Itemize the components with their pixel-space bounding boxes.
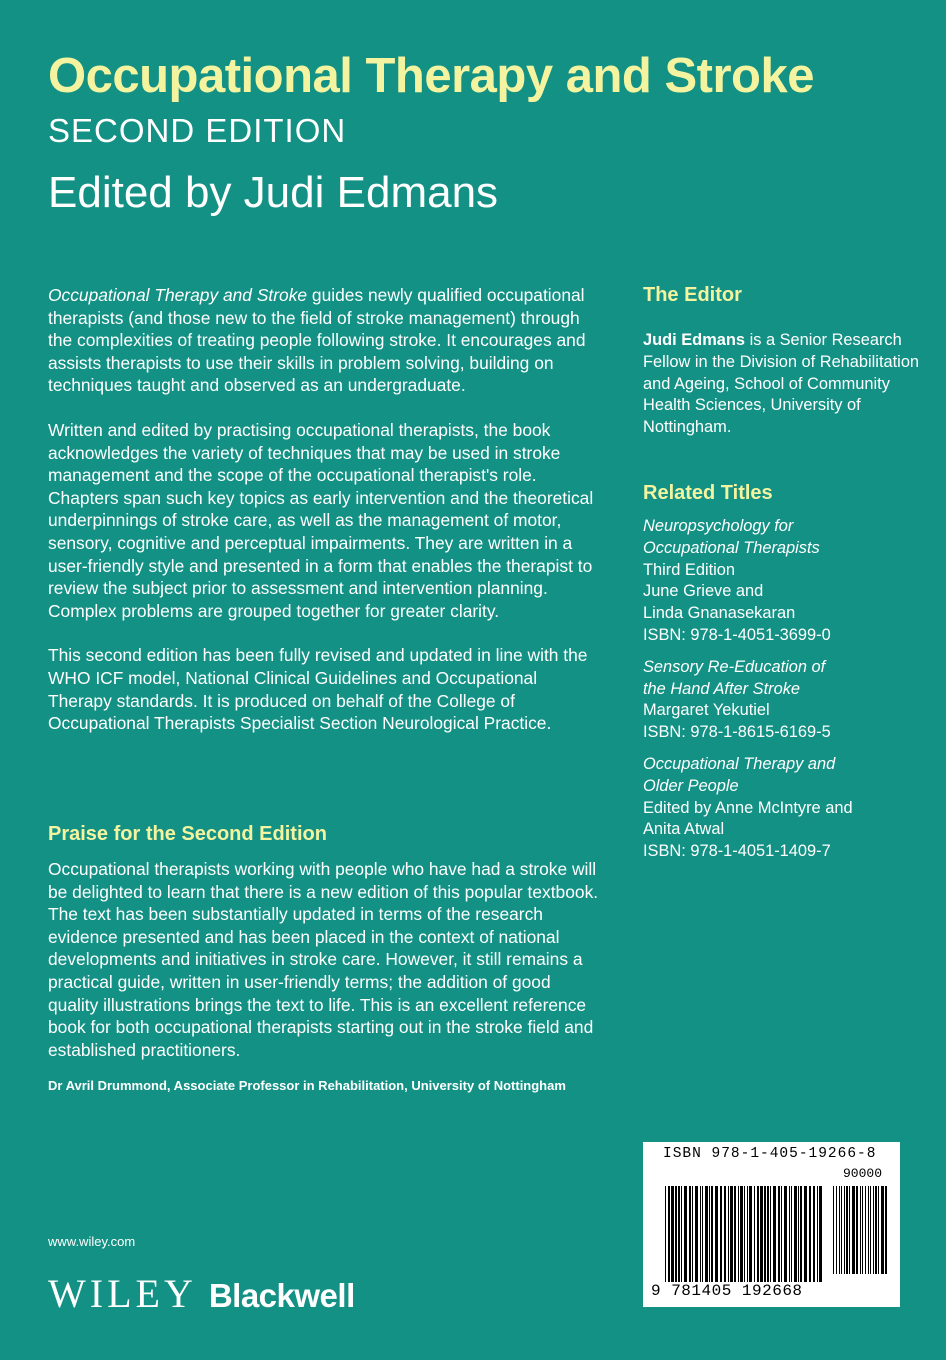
barcode-bar (798, 1186, 799, 1282)
barcode-bar (767, 1186, 769, 1282)
barcode-bar (675, 1186, 677, 1282)
related-book-title: Occupational Therapy and (643, 754, 836, 773)
barcode-bar (740, 1186, 743, 1282)
barcode-bar (720, 1186, 722, 1282)
barcode-bar (681, 1186, 682, 1282)
barcode-bar (804, 1186, 807, 1282)
description-paragraph-2: Written and edited by practising occupational therapists, the book acknowledges the variety of techniques that may be used in stroke management and the scope of the occupational therapist's role. Chapters span such key topics as early intervention and the theoretical underpinnings of stroke care, as well as the management of motor, sensory, cognitive and perceptual impairments. They are written in a user-friendly style and presented in a form that enables the therapist to review the subject prior to assessment and intervention planning. Complex problems are grouped together for greater clarity. (48, 419, 594, 621)
barcode-bar (862, 1186, 863, 1274)
barcode-bar (738, 1186, 739, 1282)
barcode-bar (878, 1186, 879, 1274)
barcode-bar (865, 1186, 866, 1274)
barcode-bar (846, 1186, 848, 1274)
barcode-bar (749, 1186, 752, 1282)
barcode-bar (778, 1186, 780, 1282)
barcode-bar (809, 1186, 811, 1282)
barcode-bar (692, 1186, 693, 1282)
barcode-bar (852, 1186, 855, 1274)
price-barcode-graphic (833, 1186, 891, 1274)
barcode-bar (885, 1186, 887, 1274)
related-book-title: Neuropsychology for (643, 516, 794, 535)
barcode-bar (770, 1186, 771, 1282)
barcode-bar (678, 1186, 680, 1282)
barcode-bar (705, 1186, 708, 1282)
barcode-bar (709, 1186, 710, 1282)
barcode-bar (728, 1186, 729, 1282)
description-paragraph-1 (48, 284, 596, 397)
description-paragraph-3: This second edition has been fully revised and updated in line with the WHO ICF model, National Clinical Guidelines and Occupational Therapy standards. It is produced on behalf of the College of Occupational Therapists Specialist Section Neurological Practice. (48, 645, 588, 734)
blackwell-wordmark: Blackwell (208, 1277, 355, 1314)
barcode-bar (764, 1186, 766, 1282)
related-book-title: Older People (643, 776, 739, 795)
barcode-bar (757, 1186, 759, 1282)
barcode-bar (734, 1186, 736, 1282)
barcode-bar (781, 1186, 782, 1282)
related-book-title: the Hand After Stroke (643, 679, 801, 698)
barcode-bar (744, 1186, 745, 1282)
related-book-title: Sensory Re-Education of (643, 657, 826, 676)
book-title: Occupational Therapy and Stroke (48, 49, 814, 103)
barcode-digits: 9 781405 192668 (651, 1282, 803, 1300)
editor-heading: The Editor (643, 284, 742, 306)
barcode-bar (844, 1186, 845, 1274)
barcode-bar (671, 1186, 674, 1282)
related-book-edition: Third Edition (643, 560, 736, 579)
barcode-bar (665, 1186, 666, 1282)
barcode-bar (784, 1186, 787, 1282)
barcode-bar (754, 1186, 755, 1282)
barcode-bar (724, 1186, 726, 1282)
related-book-isbn: ISBN: 978-1-4051-3699-0 (643, 625, 831, 644)
barcode-bar (875, 1186, 877, 1274)
related-book-author: Margaret Yekutiel (643, 701, 770, 720)
wiley-wordmark: WILEY (48, 1271, 197, 1316)
barcode-bar (711, 1186, 713, 1282)
barcode-bar (747, 1186, 748, 1282)
praise-heading: Praise for the Second Edition (48, 823, 327, 845)
description-column (48, 284, 596, 757)
praise-attribution: Dr Avril Drummond, Associate Professor in Rehabilitation, University of Nottingham (48, 1078, 566, 1093)
barcode-bar (794, 1186, 797, 1282)
barcode-graphic (665, 1186, 825, 1282)
editor-bio (643, 330, 933, 439)
barcode-bar (684, 1186, 687, 1282)
editor-name: Judi Edmans (643, 331, 746, 349)
edited-by: Edited by Judi Edmans (48, 168, 499, 217)
barcode-bar (881, 1186, 884, 1274)
barcode-bar (833, 1186, 834, 1274)
editor-bio-text: is a Senior Research Fellow in the Division of Rehabilitation and Ageing, School of Community Health Sciences, University of Nottingham. (643, 331, 920, 437)
related-heading: Related Titles (643, 481, 773, 504)
barcode-bar (860, 1186, 861, 1274)
book-title-inline: Occupational Therapy and Stroke (48, 285, 308, 305)
related-book-author: June Grieve and (643, 582, 764, 601)
barcode-bar (839, 1186, 840, 1274)
barcode-bar (817, 1186, 818, 1282)
barcode-bar (819, 1186, 822, 1282)
wiley-blackwell-logo (48, 1270, 355, 1314)
barcode-bar (668, 1186, 670, 1282)
barcode-bar (689, 1186, 691, 1282)
related-book (643, 754, 933, 863)
barcode-bar (870, 1186, 871, 1274)
related-book-isbn: ISBN: 978-1-4051-1409-7 (643, 842, 831, 861)
barcode-bar (856, 1186, 858, 1274)
edition-label: SECOND EDITION (48, 112, 347, 149)
barcode-price-code: 90000 (843, 1166, 883, 1181)
sidebar-column (643, 284, 933, 863)
barcode-bar (849, 1186, 850, 1274)
barcode-bar (791, 1186, 792, 1282)
barcode-bar (730, 1186, 733, 1282)
barcode-bar (868, 1186, 869, 1274)
barcode-bar (800, 1186, 802, 1282)
barcode-bar (695, 1186, 698, 1282)
barcode-bar (702, 1186, 703, 1282)
barcode-bar (836, 1186, 837, 1274)
related-book (643, 657, 933, 744)
publisher-website: www.wiley.com (48, 1234, 136, 1249)
related-book (643, 516, 933, 647)
barcode-bar (841, 1186, 842, 1274)
barcode-bar (813, 1186, 815, 1282)
barcode-bar (773, 1186, 776, 1282)
related-book-author: Edited by Anne McIntyre and (643, 798, 853, 817)
barcode-bar (760, 1186, 763, 1282)
related-book-title: Occupational Therapists (643, 538, 820, 557)
barcode-bar (873, 1186, 874, 1274)
barcode-panel (643, 1142, 900, 1307)
related-book-author: Linda Gnanasekaran (643, 604, 796, 623)
barcode-isbn-label: ISBN 978-1-405-19266-8 (663, 1146, 877, 1162)
related-book-isbn: ISBN: 978-1-8615-6169-5 (643, 723, 831, 742)
praise-text: Occupational therapists working with people who have had a stroke will be delighted to learn that there is a new edition of this popular textbook. The text has been substantially updated in terms of the research evidence presented and has been placed in the context of national developments and initiatives in stroke care. However, it still remains a practical guide, written in user-friendly terms; the addition of good quality illustrations brings the text to life. This is an excellent reference book for both occupational therapists starting out in the stroke field and established practitioners. (48, 859, 599, 1060)
related-book-author: Anita Atwal (643, 820, 725, 839)
barcode-bar (715, 1186, 718, 1282)
barcode-bar (789, 1186, 790, 1282)
barcode-bar (700, 1186, 701, 1282)
description-p1-text: guides newly qualified occupational therapists (and those new to the field of stroke management) through the complexities of treating people following stroke. It encourages and assists therapists to use their skills in problem solving, building on techniques taught and observed as an undergraduate. (48, 285, 586, 396)
